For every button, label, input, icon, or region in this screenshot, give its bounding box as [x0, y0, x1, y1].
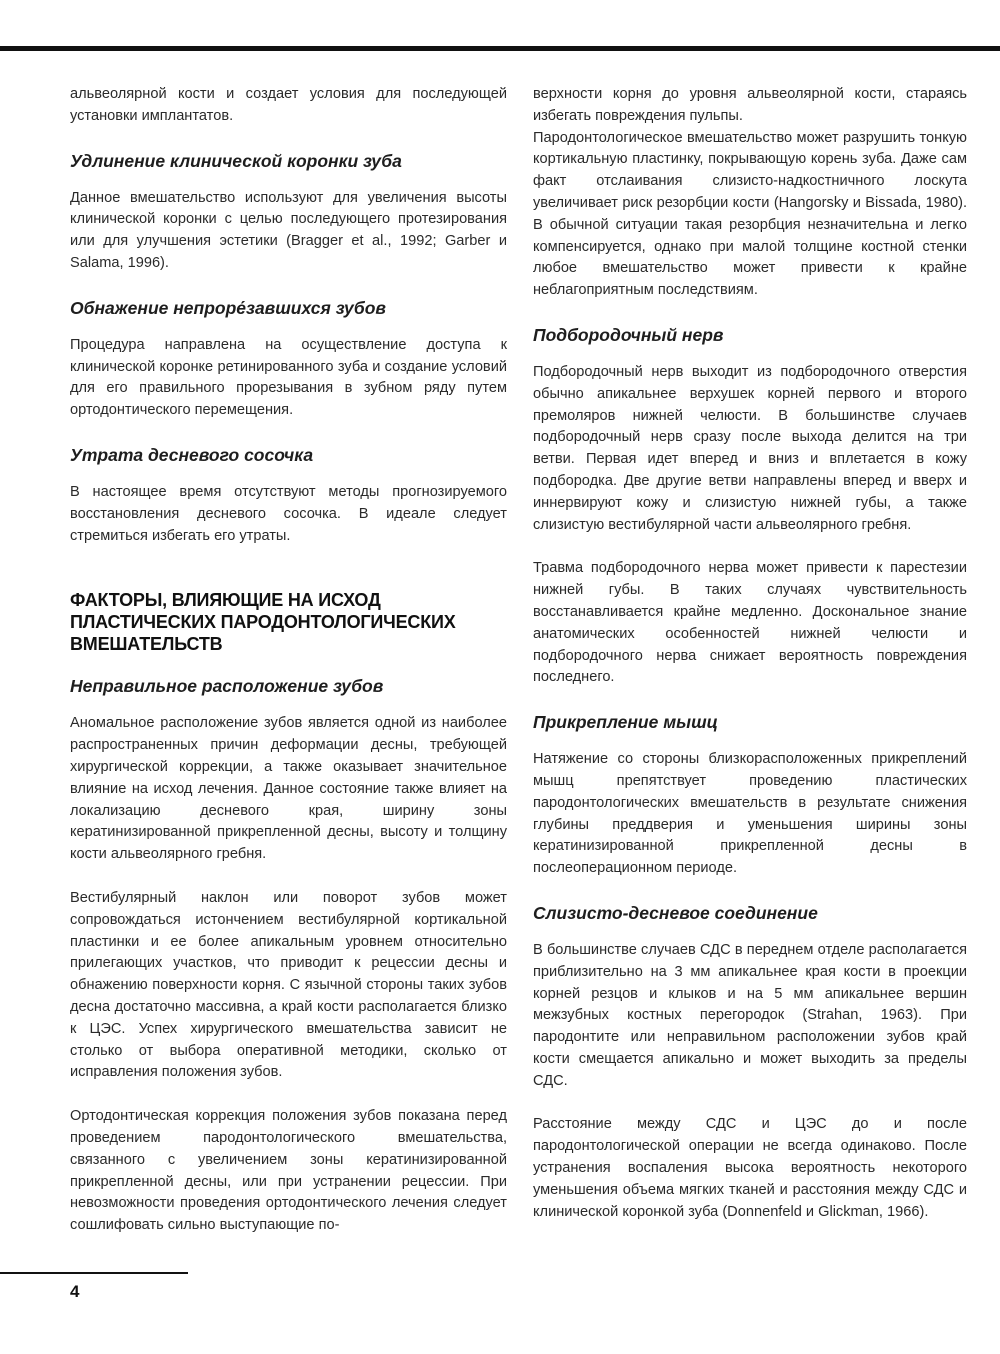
paragraph: верхности корня до уровня альвеолярной кости, стараясь избегать повреждения пульпы. [533, 86, 967, 124]
paragraph: Процедура направлена на осуществление доступа к клинической коронке ретинированного зуба и создание условий для его правильного прорезывания в зубном ряду путем ортодонтического перемещения. [70, 336, 507, 419]
section-heading-crown-lengthening: Удлинение клинической коронки зуба [70, 150, 402, 171]
paragraph: Пародонтологическое вмешательство может разрушить тонкую кортикальную пластинку, покрывающую корень зуба. Даже сам факт отслаивания слизисто-надкостничного лоскута увеличивает риск резорбции кости (Hangorsky и Bissada, 1980). В обычной ситуации такая резорбция незначительна и легко компенсируется, однако при малой толщине костной стенки любое вмешательство может привести к крайне неблагоприятным последствиям. [533, 129, 967, 299]
section-heading-exposure: Обнажение непроре́завшихся зубов [70, 297, 386, 318]
section-heading-malposition: Неправильное расположение зубов [70, 676, 384, 697]
paragraph: Натяжение со стороны близкорасположенных прикреплений мышц препятствует проведению пластических пародонтологических вмешательств в результате снижения глубины преддверия и уменьшения ширины зоны кератинизированной прикрепленной десны в послеоперационном периоде. [533, 751, 967, 877]
top-rule [0, 46, 1000, 51]
section-heading-mucogingival-junction: Слизисто-десневое соединение [533, 902, 818, 923]
paragraph: Данное вмешательство используют для увеличения высоты клинической коронки с целью последующего протезирования или для улучшения эстетики (Bragger et al., 1992; Garber и Salama, 1996). [70, 189, 507, 271]
left-column [70, 84, 507, 1237]
right-column [533, 84, 967, 1223]
paragraph: В настоящее время отсутствуют методы прогнозируемого восстановления десневого сосочка. В идеале следует стремиться избегать его утраты. [70, 483, 507, 544]
paragraph: В большинстве случаев СДС в переднем отделе располагается приблизительно на 3 мм апикальнее края кости в проекции корней резцов и клыков и на 5 мм апикальнее вершин межзубных костных перегородок (Strahan, 1963). При пародонтите или неправильном расположении зубов край кости смещается апикально и может выходить за пределы СДС. [533, 941, 967, 1089]
footer-rule [0, 1272, 188, 1274]
intro-paragraph: альвеолярной кости и создает условия для последующей установки имплантатов. [70, 86, 507, 124]
paragraph: Подбородочный нерв выходит из подбородочного отверстия обычно апикальнее верхушек корней первого и второго премоляров нижней челюсти. В большинстве случаев подбородочный нерв сразу после выхода делится на три ветви. Первая идет вперед и вниз и вплетается в кожу подбородка. Две другие ветви направлены вперед и вверх и иннервируют кожу и слизистую нижней губы, а также слизистую вестибулярной части альвеолярного гребня. [533, 363, 967, 533]
paragraph: Расстояние между СДС и ЦЭС до и после пародонтологической операции не всегда одинаково. После устранения воспаления высока вероятность некоторого уменьшения объема мягких тканей и расстояния между СДС и клинической коронкой зуба (Donnenfeld и Glickman, 1966). [533, 1116, 967, 1220]
paragraph: Аномальное расположение зубов является одной из наиболее распространенных причин деформации десны, требующей хирургической коррекции, а также оказывает значительное влияние на исход лечения. Данное состояние также влияет на локализацию десневого края, ширину зоны кератинизированной прикрепленной десны, высоту и толщину кости альвеолярного гребня. [70, 715, 507, 863]
paragraph: Вестибулярный наклон или поворот зубов может сопровождаться истончением вестибулярной кортикальной пластинки и ее более апикальным уровнем относительно прилегающих участков, что приводит к рецессии десны и обнажению поверхности корня. С язычной стороны таких зубов десна достаточно массивна, а край кости располагается близко к ЦЭС. Успех хирургического вмешательства зависит не столько от выбора оперативной методики, сколько от исправления положения зубов. [70, 889, 507, 1081]
section-heading-papilla-loss: Утрата десневого сосочка [70, 444, 314, 465]
section-heading-muscle-attachment: Прикрепление мышц [533, 712, 718, 733]
section-heading-mental-nerve: Подбородочный нерв [533, 324, 724, 345]
paragraph: Ортодонтическая коррекция положения зубов показана перед проведением пародонтологического вмешательства, связанного с увеличением зоны кератинизированной прикрепленной десны, или при устранении рецессии. При невозможности проведения ортодонтического лечения следует сошлифовать сильно выступающие по- [70, 1108, 507, 1234]
chapter-heading: ФАКТОРЫ, ВЛИЯЮЩИЕ НА ИСХОД ПЛАСТИЧЕСКИХ ПАРОДОНТОЛОГИЧЕСКИХ ВМЕШАТЕЛЬСТВ [70, 590, 456, 655]
page-number: 4 [70, 1282, 80, 1301]
paragraph: Травма подбородочного нерва может привести к парестезии нижней губы. В таких случаях чувствительность восстанавливается крайне медленно. Доскональное знание анатомических особенностей нижней челюсти и подбородочного нерва снижает вероятность повреждения последнего. [533, 560, 967, 686]
